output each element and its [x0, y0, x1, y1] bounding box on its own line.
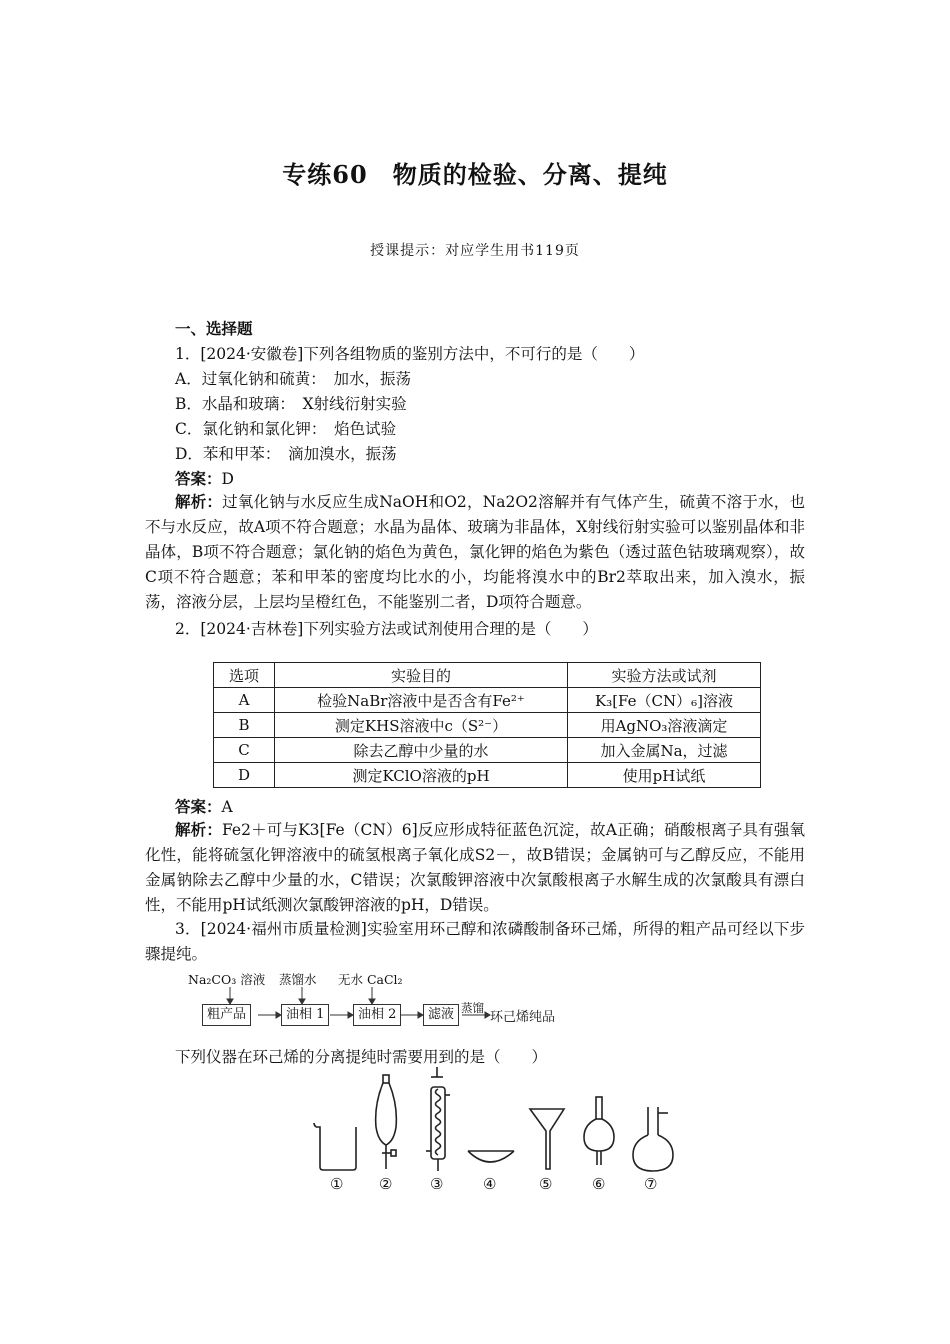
table-header-cell: 实验目的 [275, 663, 568, 688]
table-cell: 用AgNO₃溶液滴定 [568, 713, 761, 738]
flow-box: 油相 1 [281, 1004, 329, 1026]
apparatus-label: ② [379, 1175, 393, 1193]
q2-table [213, 662, 761, 788]
table-cell: 除去乙醇中少量的水 [275, 738, 568, 763]
answer-label: 答案： [175, 797, 222, 816]
apparatus-figure [300, 1065, 680, 1175]
table-cell: 检验NaBr溶液中是否含有Fe²⁺ [275, 688, 568, 713]
round-flask-icon [633, 1107, 673, 1171]
q1-option-c: C．氯化钠和氯化钾： 焰色试验 [175, 420, 397, 438]
condenser-icon [426, 1067, 450, 1171]
apparatus-label: ① [330, 1175, 344, 1193]
q2-stem: 2．[2024·吉林卷]下列实验方法或试剂使用合理的是（ ） [175, 620, 598, 638]
analysis-label: 解析： [175, 492, 223, 511]
analysis-text: Fe2＋可与K3[Fe（CN）6]反应形成特征蓝色沉淀，故A正确；硝酸根离子具有强氧化性，能将硫氢化钾溶液中的硫氢根离子氧化成S2－，故B错误；金属钠可与乙醇反应，不能用金属钠除去乙醇中少量的水，C错误；次氯酸钾溶液中次氯酸根离子水解生成的次氯酸具有漂白性，不能用pH试纸测次氯酸钾溶液的pH，D错误。 [145, 821, 805, 914]
q1-option-d: D．苯和甲苯： 滴加溴水，振荡 [175, 445, 397, 463]
page-title: 专练60 物质的检验、分离、提纯 [282, 160, 668, 189]
apparatus-label: ⑦ [644, 1175, 658, 1193]
table-header-cell: 实验方法或试剂 [568, 663, 761, 688]
q3-stem: 3．[2024·福州市质量检测]实验室用环己醇和浓磷酸制备环己烯，所得的粗产品可经以下步骤提纯。 [145, 920, 805, 963]
table-cell: A [214, 688, 275, 713]
answer-value: D [221, 470, 234, 488]
apparatus-label: ⑤ [539, 1175, 553, 1193]
apparatus-label: ③ [430, 1175, 444, 1193]
table-header-row [214, 663, 761, 688]
analysis-label: 解析： [175, 820, 222, 839]
table-cell: 使用pH试纸 [568, 763, 761, 788]
analysis-text: 过氧化钠与水反应生成NaOH和O2，Na2O2溶解并有气体产生，硫黄不溶于水，也不与水反应，故A项不符合题意；水晶为晶体、玻璃为非晶体，X射线衍射实验可以鉴别晶体和非晶体，B项不符合题意；氯化钠的焰色为黄色，氯化钾的焰色为紫色（透过蓝色钴玻璃观察），故C项不符合题意；苯和甲苯的密度均比水的小，均能将溴水中的Br2萃取出来，加入溴水，振荡，溶液分层，上层均呈橙红色，不能鉴别二者，D项符合题意。 [145, 493, 805, 611]
answer-value: A [221, 798, 233, 816]
q2-analysis [145, 817, 805, 918]
q1-stem: 1．[2024·安徽卷]下列各组物质的鉴别方法中，不可行的是（ ） [175, 345, 645, 363]
table-cell: D [214, 763, 275, 788]
flow-box: 滤液 [423, 1004, 459, 1026]
flow-box: 油相 2 [353, 1004, 401, 1026]
table-row [214, 763, 761, 788]
table-cell: K₃[Fe（CN）₆]溶液 [568, 688, 761, 713]
distillation-flask-icon [584, 1097, 614, 1165]
table-row [214, 713, 761, 738]
table-cell: 加入金属Na，过滤 [568, 738, 761, 763]
evaporating-dish-icon [468, 1151, 514, 1162]
flow-box: 粗产品 [202, 1004, 251, 1026]
q2-answer [175, 795, 233, 817]
table-cell: C [214, 738, 275, 763]
q1-answer [175, 467, 234, 489]
funnel-icon [530, 1109, 564, 1169]
table-cell: 测定KClO溶液的pH [275, 763, 568, 788]
table-header-cell: 选项 [214, 663, 275, 688]
q3-question: 下列仪器在环己烯的分离提纯时需要用到的是（ ） [175, 1048, 548, 1066]
flow-product: 环己烯纯品 [490, 1010, 556, 1025]
q1-analysis [145, 489, 805, 615]
apparatus-label: ④ [483, 1175, 497, 1193]
beaker-icon [314, 1123, 356, 1170]
table-row [214, 738, 761, 763]
answer-label: 答案： [175, 469, 222, 488]
flow-reagent: Na₂CO₃ 溶液 [188, 972, 266, 987]
table-cell: 测定KHS溶液中c（S²⁻） [275, 713, 568, 738]
q1-option-a: A．过氧化钠和硫黄： 加水，振荡 [175, 370, 411, 388]
q1-option-b: B．水晶和玻璃： X射线衍射实验 [175, 395, 407, 413]
flow-reagent: 无水 CaCl₂ [338, 972, 403, 987]
section-heading: 一、选择题 [175, 319, 253, 338]
table-row [214, 688, 761, 713]
flow-reagent: 蒸馏水 [279, 972, 317, 987]
apparatus-label: ⑥ [592, 1175, 606, 1193]
flow-step-label: 蒸馏 [461, 1001, 484, 1015]
teaching-hint: 授课提示：对应学生用书119页 [370, 243, 580, 259]
table-cell: B [214, 713, 275, 738]
separatory-funnel-icon [376, 1075, 397, 1169]
